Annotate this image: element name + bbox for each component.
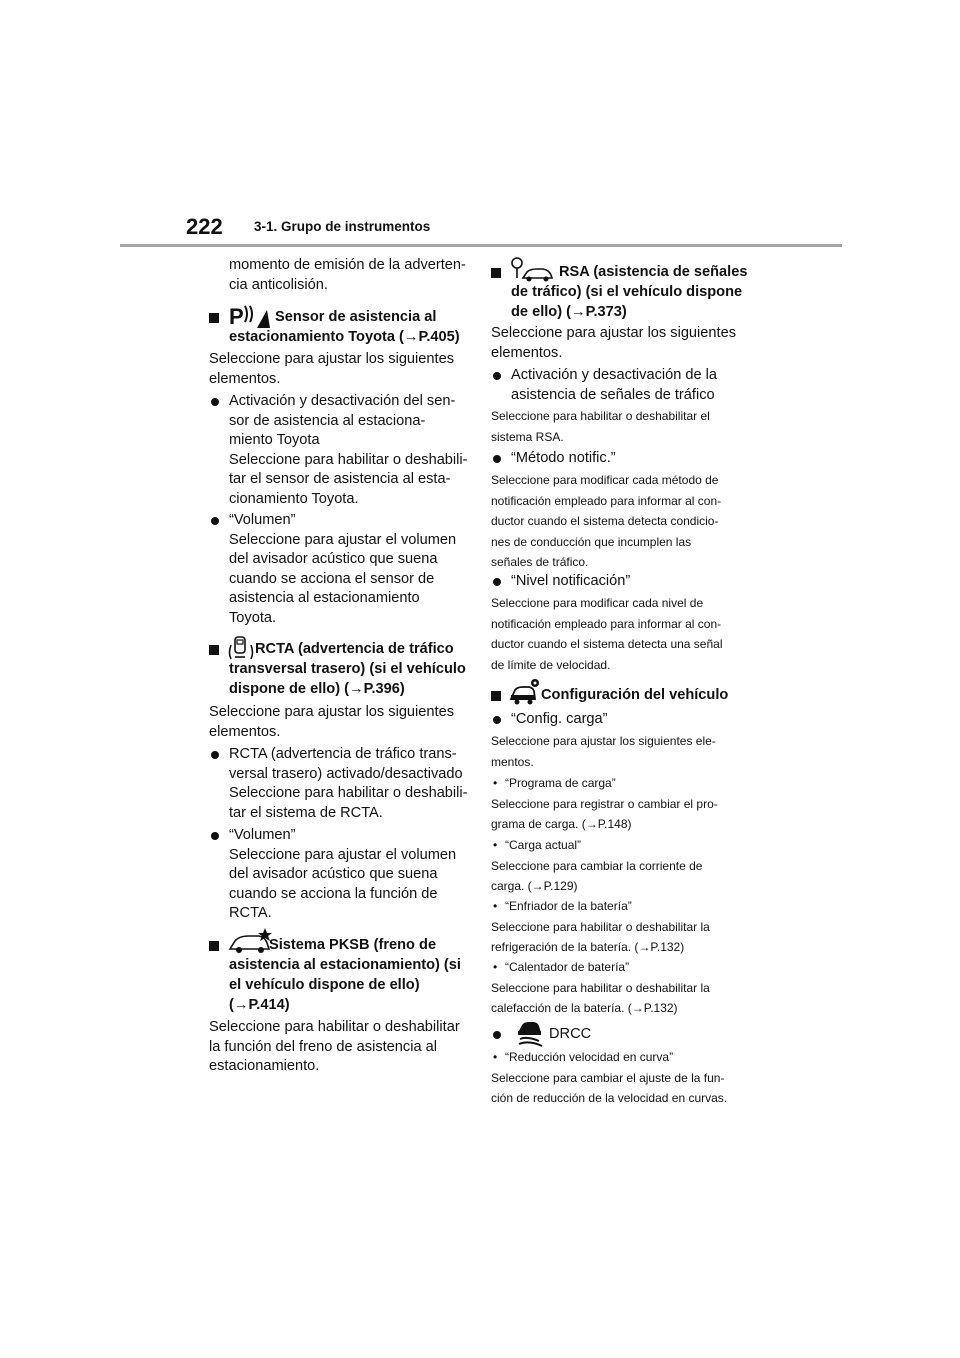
list-item-detail: Seleccione para ajustar los siguientes ele- mentos. [491,734,716,769]
svg-text:P: P [229,304,244,329]
rsa-icon [509,256,555,284]
continuation-text: momento de emisión de la adverten- cia anticolisión. [229,257,466,293]
list-item: “Volumen” Seleccione para ajustar el volumen del avisador acústico que suena cuando se acciona la función de RCTA. [209,826,469,924]
heading-pksb: Sistema PKSB (freno de asistencia al estacionamiento) (si el vehículo dispone de ello) (→P.414) [209,935,469,1015]
section-square-icon [209,645,219,655]
bullet-dot-icon [493,578,501,586]
sub-item: • “Programa de carga” Seleccione para registrar o cambiar el pro- grama de carga. (→P.148) [491,776,718,831]
page-header [0,0,960,250]
section-square-icon [209,941,219,951]
rcta-intro: Seleccione para ajustar los siguientes elementos. [209,704,454,740]
list-item-detail: Seleccione para modificar cada nivel de notificación empleado para informar al con- ductor cuando el sistema detecta una señal de límite de velocidad. [491,596,723,672]
list-item: “Método notific.” [491,449,756,469]
list-item: “Config. carga” [491,710,756,730]
section-square-icon [491,691,501,701]
sub-item: • “Carga actual” Seleccione para cambiar la corriente de carga. (→P.129) [491,838,703,893]
drcc-icon [515,1019,545,1047]
bullet-dot-icon [211,832,219,840]
page-number: 222 [186,214,223,239]
sub-item: • “Enfriador de la batería” Seleccione para habilitar o deshabilitar la refrigeración de la batería. (→P.132) [491,899,710,954]
list-item-detail: Seleccione para habilitar o deshabilitar el sistema RSA. [491,409,710,444]
list-item: “Volumen” Seleccione para ajustar el volumen del avisador acústico que suena cuando se acciona el sensor de asistencia al estacionamiento Toyota. [209,511,469,628]
bullet-dot-icon [493,1031,501,1039]
vehicle-settings-icon [509,677,541,705]
parking-sensor-icon [229,302,271,330]
list-item: Activación y desactivación del sen- sor de asistencia al estaciona- miento Toyota Seleccione para habilitar o deshabili- tar el sensor de asistencia al esta- cionamiento Toyota. [209,392,469,509]
section-square-icon [491,268,501,278]
list-item-detail: Seleccione para modificar cada método de notificación empleado para informar al con- ductor cuando el sistema detecta condicio- nes de conducción que incumplen las señales de tráfico. [491,473,722,569]
parking-sensor-intro: Seleccione para ajustar los siguientes elementos. [209,351,454,387]
heading-rcta: RCTA (advertencia de tráfico transversal trasero) (si el vehículo dispone de ello) (→P.396) [209,639,469,699]
heading-parking-sensor: P Sensor de asistencia al estacionamiento Toyota (→P.405) [209,307,469,347]
bullet-dot-icon [493,716,501,724]
pksb-icon [227,927,273,957]
list-item: “Nivel notificación” [491,572,756,592]
heading-vehicle-settings: Configuración del vehículo [491,685,756,705]
heading-rsa: RSA (asistencia de señales de tráfico) (si el vehículo dispone de ello) (→P.373) [491,262,756,322]
pksb-body: Seleccione para habilitar o deshabilitar la función del freno de asistencia al estacionamiento. [209,1019,460,1074]
sub-item: • “Calentador de batería” Seleccione para habilitar o deshabilitar la calefacción de la batería. (→P.132) [491,960,710,1015]
bullet-dot-icon [211,398,219,406]
list-item: Activación y desactivación de la asistencia de señales de tráfico [491,366,756,405]
sub-item: • “Reducción velocidad en curva” Seleccione para cambiar el ajuste de la fun- ción de reducción de la velocidad en curvas. [491,1050,728,1105]
bullet-dot-icon [211,517,219,525]
bullet-dot-icon [493,455,501,463]
bullet-dot-icon [211,751,219,759]
header-rule [120,244,842,247]
rsa-intro: Seleccione para ajustar los siguientes elementos. [491,325,736,361]
bullet-dot-icon [493,372,501,380]
list-item: RCTA (advertencia de tráfico trans- versal trasero) activado/desactivado Seleccione para habilitar o deshabili- tar el sistema de RCTA. [209,745,469,823]
section-title: 3-1. Grupo de instrumentos [254,219,431,234]
section-square-icon [209,313,219,323]
rcta-icon [227,635,257,663]
list-item-drcc: DRCC [491,1025,756,1045]
